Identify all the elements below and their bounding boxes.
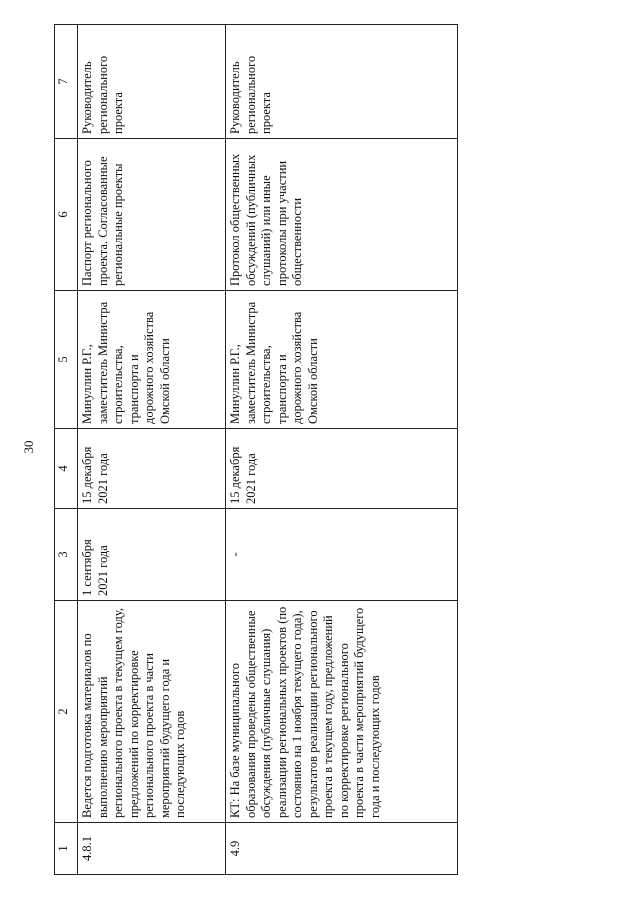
- row-level: Руководитель регионального проекта: [78, 25, 226, 139]
- row-level: Руководитель регионального проекта: [226, 25, 458, 139]
- row-document: Паспорт регионального проекта. Согласованные региональные проекты: [78, 139, 226, 291]
- header-row: [55, 25, 78, 875]
- row-end-date: 15 декабря 2021 года: [78, 429, 226, 509]
- row-end-date: 15 декабря 2021 года: [226, 429, 458, 509]
- row-number: 4.9: [226, 823, 458, 875]
- column-header-2: 2: [55, 601, 78, 823]
- row-description: Ведется подготовка материалов по выполнению мероприятий регионального проекта в текущем году, предложений по корректировке регионального проекта в части мероприятий будущего года и последующих годов: [78, 601, 226, 823]
- column-header-1: 1: [55, 823, 78, 875]
- page-number: 30: [21, 440, 36, 454]
- row-number: 4.8.1: [78, 823, 226, 875]
- row-description: КТ: На базе муниципального образования проведены общественные обсуждения (публичные слушания) реализации региональных проектов (по состоянию на 1 ноября текущего года), результатов реализации регионального проекта в текущем году, предложений по корректировке регионального проекта в части мероприятий будущего года и последующих годов: [226, 601, 458, 823]
- rotated-table-wrapper: [54, 25, 634, 875]
- plan-table: [54, 24, 458, 875]
- column-header-6: 6: [55, 139, 78, 291]
- row-document: Протокол общественных обсуждений (публичных слушаний) или иные протоколы при участии общественности: [226, 139, 458, 291]
- column-header-5: 5: [55, 291, 78, 429]
- column-header-4: 4: [55, 429, 78, 509]
- column-header-7: 7: [55, 25, 78, 139]
- row-responsible: Минуллин Р.Г., заместитель Министра строительства, транспорта и дорожного хозяйства Омской области: [78, 291, 226, 429]
- row-start-date: 1 сентября 2021 года: [78, 509, 226, 601]
- column-header-3: 3: [55, 509, 78, 601]
- table-row: [78, 25, 226, 875]
- row-responsible: Минуллин Р.Г., заместитель Министра строительства, транспорта и дорожного хозяйства Омской области: [226, 291, 458, 429]
- table-row: [226, 25, 458, 875]
- row-start-date: -: [226, 509, 458, 601]
